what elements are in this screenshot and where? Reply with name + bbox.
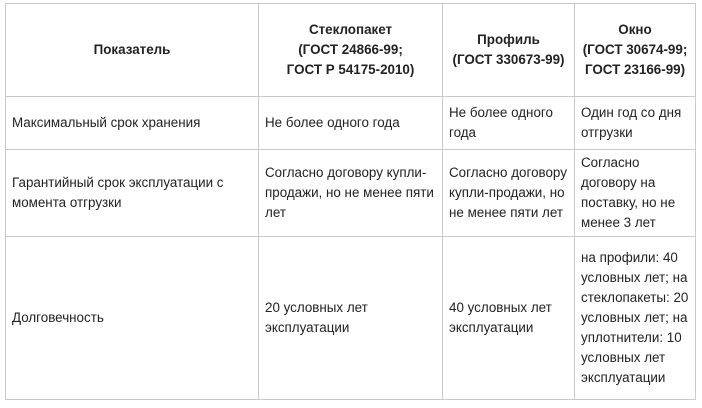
header-glass-unit xyxy=(259,4,443,97)
table-body xyxy=(6,97,696,400)
header-line: Показатель xyxy=(93,42,171,57)
cell-window: на профили: 40 условных лет; на стеклопакеты: 20 условных лет; на уплотнители: 10 условных лет эксплуатации xyxy=(575,237,696,400)
cell-indicator: Долговечность xyxy=(6,237,259,400)
header-line: (ГОСТ 30674-99; xyxy=(582,42,688,57)
cell-indicator: Гарантийный срок эксплуатации с момента отгрузки xyxy=(6,150,259,237)
cell-profile: Согласно договору купли-продажи, но не менее пяти лет xyxy=(443,150,575,237)
cell-window: Один год со дня отгрузки xyxy=(575,97,696,150)
table-header xyxy=(6,4,696,97)
table-row xyxy=(6,150,696,237)
header-indicator xyxy=(6,4,259,97)
table-row xyxy=(6,237,696,400)
header-row xyxy=(6,4,696,97)
header-line: ГОСТ Р 54175-2010) xyxy=(286,62,415,77)
header-line: (ГОСТ 24866-99; xyxy=(298,42,403,57)
cell-profile: 40 условных лет эксплуатации xyxy=(443,237,575,400)
header-window xyxy=(575,4,696,97)
header-line: (ГОСТ 330673-99) xyxy=(452,52,565,67)
cell-glass-unit: Не более одного года xyxy=(259,97,443,150)
cell-glass-unit: Согласно договору купли-продажи, но не менее пяти лет xyxy=(259,150,443,237)
cell-glass-unit: 20 условных лет эксплуатации xyxy=(259,237,443,400)
header-line: Профиль xyxy=(477,32,540,47)
header-profile xyxy=(443,4,575,97)
table-row xyxy=(6,97,696,150)
gost-comparison-table xyxy=(5,3,696,400)
cell-profile: Не более одного года xyxy=(443,97,575,150)
cell-indicator: Максимальный срок хранения xyxy=(6,97,259,150)
header-line: ГОСТ 23166-99) xyxy=(584,62,686,77)
header-line: Окно xyxy=(618,22,652,37)
cell-window: Согласно договору на поставку, но не менее 3 лет xyxy=(575,150,696,237)
header-line: Стеклопакет xyxy=(308,22,393,37)
